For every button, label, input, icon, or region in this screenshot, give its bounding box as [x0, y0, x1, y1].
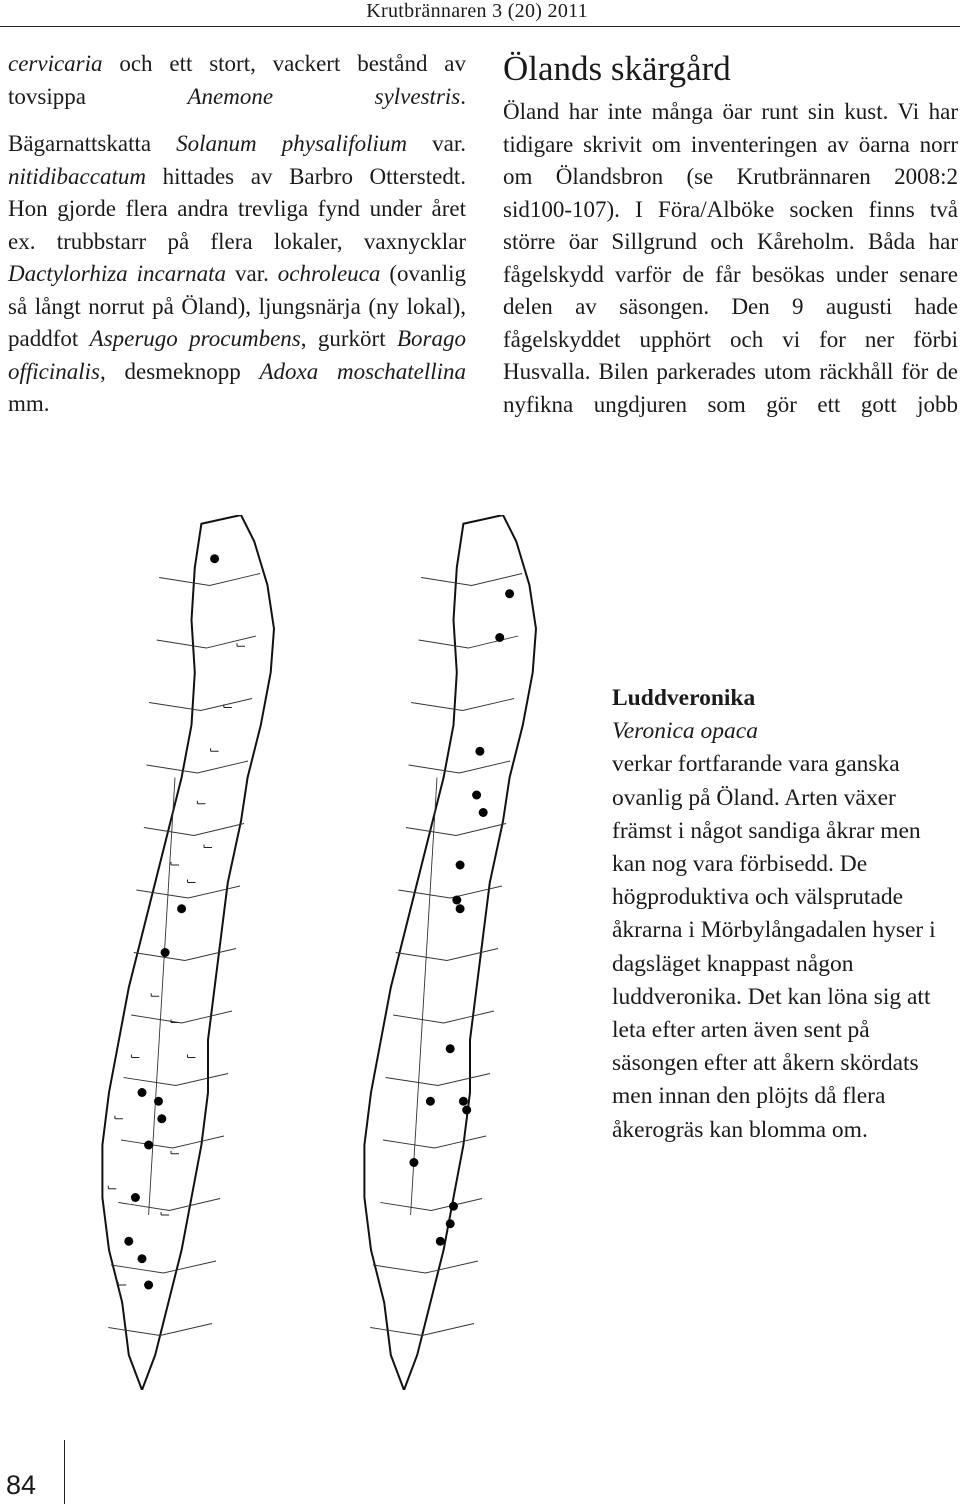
header-rule: [0, 26, 960, 27]
parish-boundary: [144, 824, 244, 836]
find-dot: [446, 1219, 455, 1228]
find-dot: [426, 1097, 435, 1106]
right-column: [503, 48, 958, 421]
italic-species-name: cervicaria: [8, 51, 103, 76]
older-record-mark: [188, 1055, 196, 1058]
older-record-mark: [108, 1186, 116, 1189]
species-title: Luddveronika: [612, 685, 756, 711]
left-paragraph-1: cervicaria och ett stort, vackert bestånd av tovsippa Anemone sylvestris.: [8, 51, 466, 109]
older-record-mark: [237, 643, 245, 646]
oland-distribution-maps: [0, 515, 610, 1390]
older-record-mark: [171, 1020, 179, 1023]
parish-boundary: [131, 1011, 232, 1023]
parish-boundary: [411, 699, 514, 711]
parish-boundary: [393, 1011, 494, 1023]
parish-boundary: [386, 1074, 490, 1086]
older-record-mark: [171, 1151, 179, 1154]
find-dot: [144, 1141, 153, 1150]
right-paragraph: Öland har inte många öar runt sin kust. Vi har tidigare skrivit om inventeringen av öarna norr om Ölandsbron (se Krutbrännaren 2008:2 sid100-107). I Föra/Alböke socken finns två större öar Sillgrund och Kåreholm. Båda har fågelskydd varför de får besökas under senare delen av säsongen. Den 9 augusti hade fågelskyddet upphört och vi for ner förbi Husvalla. Bilen parkerades utom räckhåll för de nyfikna ungdjuren som gör ett gott jobb: [503, 99, 958, 417]
parish-boundary: [396, 949, 498, 961]
italic-species-name: Adoxa moschatellina: [259, 358, 466, 384]
species-box: [612, 682, 942, 1147]
island-outline: [364, 515, 536, 1390]
parish-boundary: [124, 1074, 228, 1086]
left-column: [8, 48, 466, 421]
parish-boundary: [380, 1199, 482, 1211]
find-dot: [157, 1114, 166, 1123]
older-record-mark: [115, 1116, 123, 1119]
parish-boundary: [421, 574, 522, 586]
find-dot: [449, 1202, 458, 1211]
find-dot: [124, 1237, 133, 1246]
find-dot: [479, 808, 488, 817]
find-dot: [138, 1088, 147, 1097]
page-number: 84: [6, 1470, 37, 1500]
parish-boundary: [373, 1261, 478, 1273]
find-dot: [177, 904, 186, 913]
running-header: Krutbrännaren 3 (20) 2011: [366, 0, 588, 22]
distribution-map-recent: [102, 515, 274, 1390]
older-record-mark: [151, 993, 159, 996]
older-record-mark: [211, 748, 219, 751]
parish-boundary: [383, 1136, 486, 1148]
find-dot: [144, 1281, 153, 1290]
find-dot: [472, 791, 481, 800]
find-dot: [505, 589, 514, 598]
find-dot: [446, 1044, 455, 1053]
older-record-mark: [204, 845, 212, 848]
older-record-mark: [118, 1282, 126, 1285]
find-dot: [436, 1237, 445, 1246]
find-dot: [409, 1158, 418, 1167]
find-dot: [456, 904, 465, 913]
section-heading: Ölands skärgård: [503, 49, 731, 88]
find-dot: [495, 633, 504, 642]
parish-boundary: [159, 574, 260, 586]
find-dot: [475, 747, 484, 756]
page-number-rule: [64, 1440, 65, 1504]
find-dot: [210, 554, 219, 563]
italic-species-name: Solanum physalifolium: [176, 131, 408, 156]
parish-boundary: [411, 778, 437, 1216]
parish-boundary: [111, 1261, 216, 1273]
find-dot: [131, 1193, 140, 1202]
parish-boundary: [149, 699, 252, 711]
italic-species-name: nitidibaccatum: [8, 163, 146, 189]
parish-boundary: [146, 761, 248, 773]
parish-boundary: [408, 761, 510, 773]
italic-species-name: Anemone sylvestris: [187, 83, 461, 109]
older-record-mark: [171, 862, 179, 865]
island-outline: [102, 515, 274, 1390]
older-record-mark: [131, 1055, 139, 1058]
italic-species-name: Dactylorhiza incarnata: [8, 261, 227, 286]
find-dot: [138, 1254, 147, 1263]
italic-species-name: ochroleuca: [277, 261, 381, 286]
find-dot: [456, 861, 465, 870]
parish-boundary: [406, 824, 506, 836]
older-record-mark: [197, 801, 205, 804]
find-dot: [154, 1097, 163, 1106]
find-dot: [161, 948, 170, 957]
species-latin-name: Veronica opaca: [612, 718, 758, 745]
italic-species-name: Asperugo procumbens: [89, 326, 301, 351]
species-text: verkar fortfarande vara ganska ovanlig på Öland. Arten växer främst i något sandiga åkrar men kan nog vara förbisedd. De högproduktiva och välsprutade åkrarna i Mörbylångadalen hyser i dagsläget knappast någon luddveronika. Det kan löna sig att leta efter arten även sent på säsongen efter att åkern skördats men innan den plöjts då flera åkerogräs kan blomma om.: [612, 751, 936, 1143]
left-paragraph-2: Bägarnattskatta Solanum physalifolium var. nitidibaccatum hittades av Barbro Otterstedt. Hon gjorde flera andra trevliga fynd under året ex. trubbstarr på flera lokaler, vaxnycklar Dactylorhiza incarnata var. ochroleuca (ovanlig så långt norrut på Öland), ljungsnärja (ny lokal), paddfot Asperugo procumbens, gurkört Borago officinalis, desmeknopp Adoxa moschatellina mm.: [8, 131, 466, 416]
find-dot: [459, 1097, 468, 1106]
parish-boundary: [121, 1136, 224, 1148]
distribution-map-older: [364, 515, 536, 1390]
find-dot: [462, 1106, 471, 1115]
italic-species-name: Borago officinalis: [8, 326, 466, 384]
older-record-mark: [161, 1212, 169, 1215]
older-record-mark: [188, 880, 196, 883]
parish-boundary: [134, 949, 236, 961]
find-dot: [452, 896, 461, 905]
